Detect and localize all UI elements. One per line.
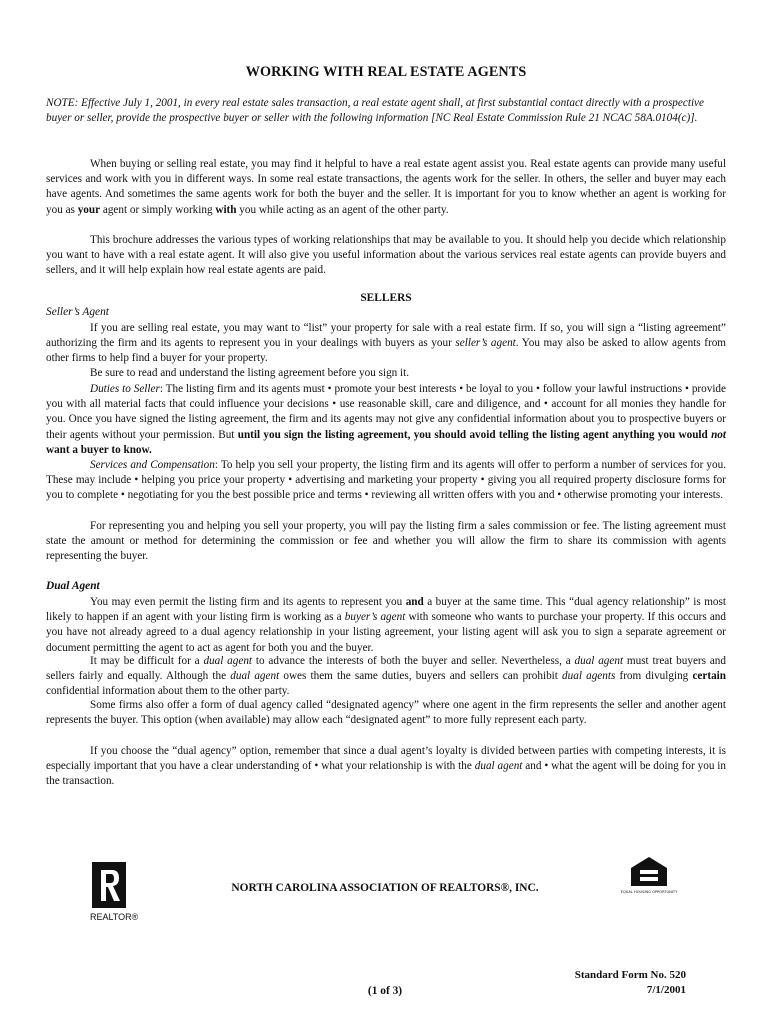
dual-paragraph-4: If you choose the “dual agency” option, remember that since a dual agent’s loyalty is divided between parties with competing interests, it is especially important that you have a clear understanding of • what your relationship is with the dual agent and • what the agent will be doing for you in the transaction. [46, 745, 727, 788]
svg-text:REALTOR®: REALTOR® [90, 912, 139, 922]
page-number: (1 of 3) [367, 985, 403, 997]
intro-paragraph-2: This brochure addresses the various types of working relationships that may be available to you. It should help you decide which relationship you want to have with a real estate agent. It will also give you useful information about the various services real estate agents can provide buyers and sellers, and it will help explain how real estate agents are paid. [46, 234, 726, 277]
form-number-block [575, 968, 686, 998]
dual-paragraph-1: You may even permit the listing firm and its agents to represent you and a buyer at the same time. This “dual agency relationship” is most likely to happen if an agent with your listing firm is working as a buyer’s agent with someone who wants to purchase your property. If this occurs and you have not already agreed to a dual agency relationship in your listing agreement, your listing agent will ask you to sign a separate agreement or document permitting the agent to act as agent for both you and the buyer. [46, 596, 726, 654]
sellers-paragraph-5: For representing you and helping you sell your property, you will pay the listing firm a sales commission or fee. The listing agreement must state the amount or method for determining the commission or fee and whether you will allow the firm to share its commission with agents representing the buyer. [46, 520, 726, 563]
services-compensation-paragraph: Services and Compensation: To help you sell your property, the listing firm and its agents will offer to perform a number of services for you. These may include • helping you price your property • advertising and marketing your property • giving you all required property disclosure forms for you to complete • negotiating for you the best possible price and terms • reviewing all written offers with you and • otherwise promoting your interests. [46, 459, 726, 502]
form-date: 7/1/2001 [646, 984, 686, 996]
equal-housing-opportunity-icon [620, 856, 678, 902]
intro-paragraph-1: When buying or selling real estate, you may find it helpful to have a real estate agent assist you. Real estate agents can provide many useful services and work with you in different ways. In some real estate transactions, the agents work for the seller. In others, the seller and buyer may each have agents. And sometimes the same agents work for both the buyer and the seller. It is important for you to know whether an agent is working for you as your agent or simply working with you while acting as an agent of the other party. [46, 158, 726, 216]
association-name: NORTH CAROLINA ASSOCIATION OF REALTORS®, INC. [231, 882, 539, 894]
sellers-paragraph-2: Be sure to read and understand the listing agreement before you sign it. [90, 367, 410, 379]
sellers-agent-subhead: Seller’s Agent [46, 306, 109, 318]
dual-agent-subhead: Dual Agent [46, 580, 100, 592]
svg-text:EQUAL HOUSING OPPORTUNITY: EQUAL HOUSING OPPORTUNITY [620, 890, 678, 894]
sellers-paragraph-1: If you are selling real estate, you may want to “list” your property for sale with a real estate firm. If so, you will sign a “listing agreement” authorizing the firm and its agents to represent you in your dealings with buyers as your seller’s agent. You may also be asked to allow agents from other firms to help find a buyer for your property. [46, 322, 726, 365]
realtor-logo-icon [88, 862, 148, 926]
page-title: WORKING WITH REAL ESTATE AGENTS [245, 64, 527, 80]
sellers-heading: SELLERS [360, 292, 412, 304]
dual-paragraph-2: It may be difficult for a dual agent to advance the interests of both the buyer and seller. Nevertheless, a dual agent must treat buyers and sellers fairly and equally. Although the dual agent owes them the same duties, buyers and sellers can prohibit dual agents from divulging certain confidential information about them to the other party. [46, 655, 726, 698]
form-number: Standard Form No. 520 [574, 969, 686, 981]
dual-paragraph-3: Some firms also offer a form of dual agency called “designated agency” where one agent in the firm represents the seller and another agent represents the buyer. This option (when available) may allow each “designated agent” to more fully represent each party. [46, 699, 726, 727]
regulatory-note: NOTE: Effective July 1, 2001, in every real estate sales transaction, a real estate agent shall, at first substantial contact directly with a prospective buyer or seller, provide the prospective buyer or seller with the following information [NC Real Estate Commission Rule 21 NCAC 58A.0104(c)]. [46, 97, 704, 125]
duties-to-seller-paragraph: Duties to Seller: The listing firm and its agents must • promote your best interests • be loyal to you • follow your lawful instructions • provide you with all material facts that could influence your decisions • use reasonable skill, care and diligence, and • account for all monies they handle for you. Once you have signed the listing agreement, the firm and its agents may not give any confidential information about you to prospective buyers or their agents without your permission. But until you sign the listing agreement, you should avoid telling the listing agent anything you would not want a buyer to know. [46, 383, 726, 456]
